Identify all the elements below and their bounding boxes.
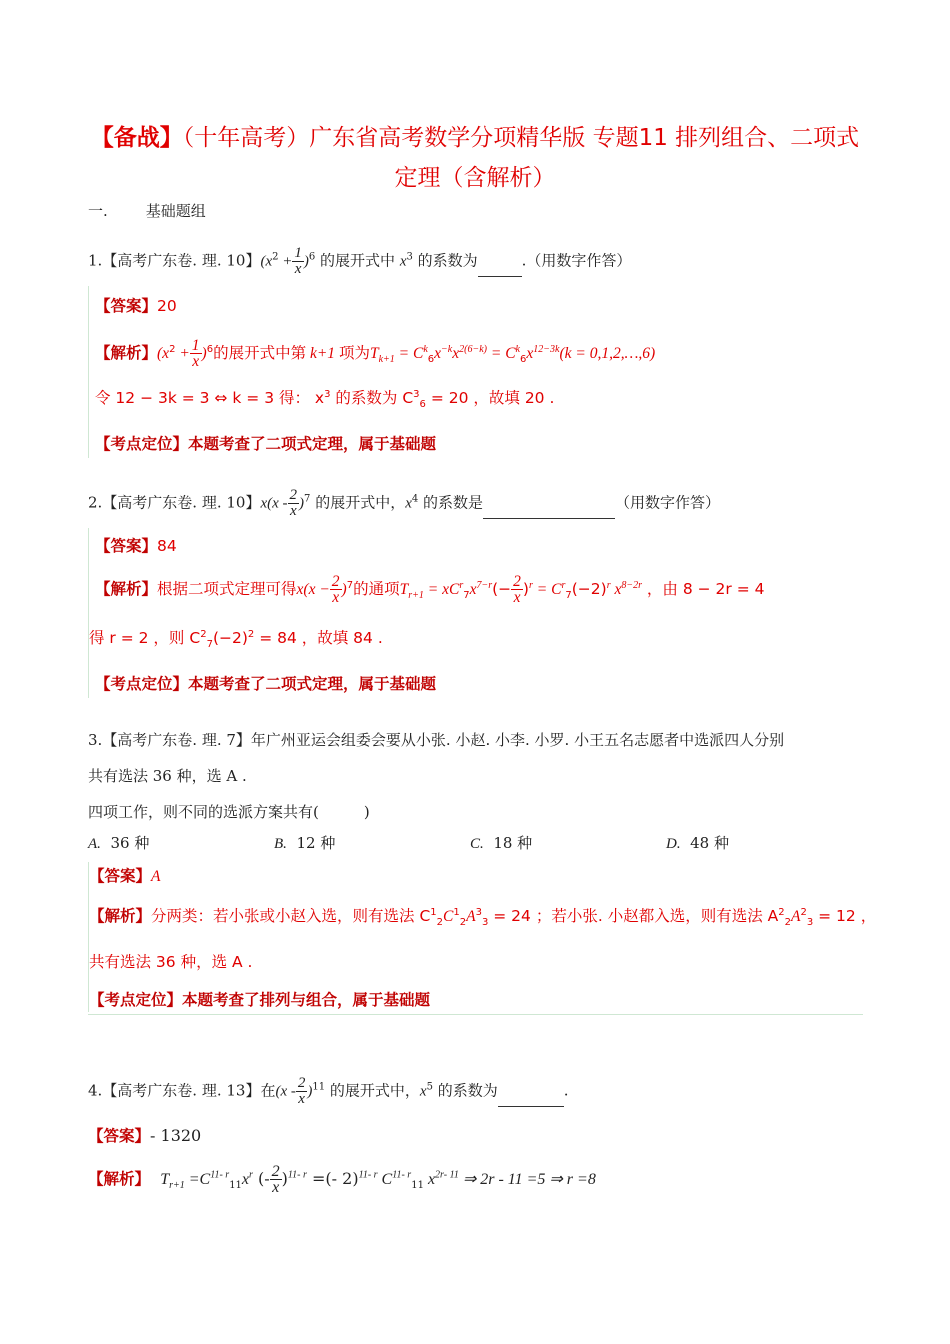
q1-x: x (399, 253, 407, 270)
q2-prefix: 2.【高考广东卷. 理. 10】 (88, 493, 261, 512)
q2-c-sub: r+1 (408, 590, 424, 602)
q2-h: = C (532, 581, 562, 598)
q2-l2-c: = 84 ，故填 84 . (254, 629, 383, 647)
document-title (70, 118, 880, 198)
answer-tag: 【答案】 (88, 1127, 151, 1145)
q2-j: x (610, 581, 622, 598)
section-number: 一. (88, 202, 108, 220)
q3-answer-block (88, 862, 877, 1012)
option-text: 12 种 (296, 834, 336, 852)
q1-frac-num: 1 (294, 245, 302, 261)
q4-frac-num: 2 (297, 1075, 306, 1091)
q1-close: ) (303, 253, 309, 270)
q3-b1-sub: 2 (784, 917, 791, 929)
q4-mid: 的展开式中， (325, 1081, 420, 1100)
q1-eq1-x2: x (452, 345, 460, 362)
q1-l2-c-sub: 6 (419, 399, 426, 411)
q2-h-sub: 7 (565, 590, 572, 602)
answer-tag: 【答案】 (89, 867, 152, 885)
q1-exp: 2 (272, 251, 279, 263)
q2-answer-line (95, 534, 177, 556)
q2-i: (−2) (571, 580, 607, 598)
point-tag: 【考点定位】 (95, 435, 189, 453)
point-tag: 【考点定位】 (89, 991, 183, 1009)
q2-e: x (469, 581, 477, 598)
q3-option-c[interactable] (470, 832, 532, 853)
q3-b: = 24 ；若小张. 小赵都入选，则有选法 A (488, 907, 779, 925)
q2-analysis-line1: 【解析】根据二项式定理可得x(x − $\frac{2}{x}$ )$^7$的通项$T_{r+1} = xC^r_7x^{7-r}(-$ $\frac{2}{x}$ )$^r = C^r_7(-2)^r$ $x^{8-2r}$ ，由 8 − 2r = 4 (95, 573, 765, 606)
q3-a2: C (443, 908, 454, 925)
q3-a1-sup: 1 (430, 906, 437, 918)
divider (88, 1014, 863, 1015)
q4-h: ⇒ 2r - 11 =5 ⇒ r =8 (458, 1171, 596, 1188)
q1-analysis-a: 的展开式中第 (213, 344, 307, 362)
q4-fraction (296, 1076, 308, 1107)
q2-k: ，由 8 − 2r = 4 (642, 580, 765, 598)
option-text: 36 种 (110, 834, 150, 852)
q3-answer-line (89, 864, 160, 886)
q3-b2-sup: 2 (800, 906, 807, 918)
q3-b2-sub: 3 (806, 917, 814, 929)
q4-b: x (241, 1171, 250, 1188)
option-letter: B. (274, 836, 287, 852)
q3-line2-text: 共有选法 36 种，选 A . (89, 953, 253, 971)
q4-t-sub: r+1 (169, 1180, 185, 1192)
q2-l2-b-sup: 2 (247, 628, 255, 640)
point-tag: 【考点定位】 (95, 675, 189, 693)
question-3 (88, 722, 784, 830)
q2-frac-den: x (289, 503, 297, 519)
analysis-tag: 【解析】 (89, 907, 152, 925)
q1-mid: 的展开式中 (315, 251, 400, 270)
q1-l2-c: = 20 ，故填 20 . (425, 389, 555, 407)
q1-answer-line (95, 294, 177, 316)
q3-line2: 共有选法 36 种，选 A . (88, 767, 247, 785)
q2-b: 的通项 (353, 580, 400, 598)
q4-g: x (423, 1171, 436, 1188)
q2-i-sup: r (606, 579, 611, 591)
q4-a: =C (184, 1171, 211, 1188)
title-lead: 【备战】 (90, 125, 183, 151)
q2-d-sup: r (459, 579, 464, 591)
q1-eq1: = C (394, 345, 424, 362)
q1-l2-c-sup: 3 (413, 388, 420, 400)
q3-option-a[interactable] (88, 832, 149, 853)
q1-l2-sup: 3 (324, 388, 331, 400)
q4-a-sup: 11- r (210, 1169, 230, 1181)
q1-point-line (95, 432, 436, 454)
option-letter: C. (470, 836, 484, 852)
q3-answer: A (151, 868, 161, 885)
title-line1: （十年高考）广东省高考数学分项精华版 专题11 排列组合、二项式 (182, 125, 860, 151)
q1-tk: T (369, 345, 379, 362)
q1-frac-den: x (294, 261, 302, 277)
q1-eq2-sup: k (515, 343, 520, 355)
q2-point: 本题考查了二项式定理，属于基础题 (188, 675, 437, 693)
q1-expr: (x (260, 253, 273, 270)
q2-l2-a: 得 r = 2 ，则 C (89, 629, 201, 647)
q1-fraction (292, 246, 304, 277)
q1-analysis-k1: k+1 (306, 345, 339, 362)
q2-l2-sup: 2 (200, 628, 207, 640)
q1-after: .（用数字作答） (521, 251, 632, 270)
q2-close: ) (299, 495, 305, 512)
q1-l2-b: 的系数为 C (330, 389, 414, 407)
q2-d-sub: 7 (463, 590, 470, 602)
q4-e-sup: 11- r (358, 1169, 378, 1181)
question-2 (88, 488, 720, 519)
q3-line1: 3.【高考广东卷. 理. 7】年广州亚运会组委会要从小张. 小赵. 小李. 小罗. 小王五名志愿者中选派四人分别 (88, 731, 785, 749)
q2-f: (− (492, 580, 512, 598)
q4-answer-blank[interactable] (498, 1106, 564, 1107)
q4-f-sup: 11- r (392, 1169, 412, 1181)
section-heading (88, 200, 206, 221)
analysis-tag: 【解析】 (88, 1170, 151, 1188)
q4-t: T (160, 1171, 170, 1188)
q3-b2: A (790, 908, 801, 925)
question-4 (88, 1076, 569, 1107)
q2-j-sup: 8−2r (621, 579, 642, 591)
q3-option-d[interactable] (666, 832, 729, 853)
q1-prefix: 1.【高考广东卷. 理. 10】 (88, 251, 261, 270)
q3-option-b[interactable] (274, 832, 335, 853)
q2-mid: 的展开式中， (310, 493, 406, 512)
q3-a1-sub: 2 (436, 917, 444, 929)
q2-l2-sub: 7 (206, 639, 213, 651)
q1-answer-blank[interactable] (478, 276, 522, 277)
q4-pow: 11 (312, 1081, 326, 1093)
answer-tag: 【答案】 (95, 537, 158, 555)
q1-eq1-x-sup: −k (441, 343, 453, 355)
q2-h-sup: r (561, 579, 566, 591)
q1-xpow: 3 (406, 251, 413, 263)
q4-f: C (377, 1171, 393, 1188)
q4-c: (- (252, 1169, 270, 1188)
q2-g: ) (522, 580, 529, 598)
q2-c: T (399, 581, 409, 598)
q3-c: = 12 ， (813, 907, 877, 925)
q4-answer: - 1320 (150, 1126, 202, 1145)
q3-a3: A (466, 908, 476, 925)
title-line2: 定理（含解析） (394, 165, 556, 191)
option-letter: D. (666, 836, 681, 852)
q2-d: = xC (423, 581, 460, 598)
q1-eq1-x: x (434, 345, 442, 362)
analysis-tag: 【解析】 (95, 344, 158, 362)
q2-l2-b: (−2) (212, 629, 248, 647)
q4-g-sup: 2r- 11 (435, 1169, 459, 1181)
q4-xpow: 5 (426, 1081, 433, 1093)
q4-x: x (419, 1083, 427, 1100)
q2-pow: 7 (304, 493, 311, 505)
q2-e-sup: 7−r (476, 579, 493, 591)
q1-point: 本题考查了二项式定理，属于基础题 (188, 435, 437, 453)
q2-answer-blank[interactable] (483, 518, 615, 519)
q1-eq1-sub: 6 (427, 354, 435, 366)
q1-tail: 的系数为 (412, 251, 478, 270)
option-text: 48 种 (690, 834, 729, 852)
q4-d-sup: 11- r (287, 1169, 307, 1181)
q4-prefix: 4.【高考广东卷. 理. 13】在 (88, 1081, 276, 1100)
q1-eq2-tail: (k = 0,1,2,…,6) (559, 345, 656, 362)
q3-a: 分两类：若小张或小赵入选，则有选法 C (151, 907, 431, 925)
q3-point-line (89, 988, 430, 1010)
q2-frac-num: 2 (289, 487, 298, 503)
q1-analysis-line1: 【解析】($x^2$ + $\frac{1}{x}$ )$^6$的展开式中第 k+1 项为$T_{k+1} = C^k_6x^{-k}x^{2(6-k)} = C^k_6x^{12-3k}(k$ = 0,1,2,…,6) (95, 337, 656, 370)
q2-fraction (288, 488, 300, 519)
q1-answer-block (88, 286, 656, 458)
analysis-tag: 【解析】 (95, 580, 158, 598)
q4-expr: (x - (275, 1083, 296, 1100)
q4-after: . (563, 1081, 569, 1100)
q2-xpow: 4 (411, 493, 419, 505)
q2-g-sup: r (528, 579, 533, 591)
question-1 (88, 246, 631, 277)
q1-eq2-sub: 6 (520, 354, 527, 366)
section-name: 基础题组 (145, 202, 206, 220)
q1-eq1-x2-sup: 2(6−k) (459, 343, 487, 355)
q3-line3: 四项工作，则不同的选派方案共有( ) (88, 803, 370, 821)
q4-answer-line (88, 1124, 201, 1146)
q3-a2-sub: 2 (459, 917, 467, 929)
option-letter: A. (88, 836, 101, 852)
q1-answer: 20 (157, 297, 177, 315)
q1-eq2: = C (486, 345, 516, 362)
q2-analysis-line2 (89, 626, 383, 650)
q2-after: （用数字作答） (615, 493, 721, 512)
q3-a3-sub: 3 (481, 917, 489, 929)
q3-analysis-line2 (89, 950, 252, 972)
q2-x: x (405, 495, 412, 512)
answer-tag: 【答案】 (95, 297, 158, 315)
q2-expr: x(x - (260, 495, 288, 512)
q2-point-line (95, 672, 436, 694)
q1-eq2-x: x (526, 345, 534, 362)
q3-b1-sup: 2 (778, 906, 785, 918)
q4-d: ) (281, 1169, 288, 1188)
q3-point: 本题考查了排列与组合，属于基础题 (182, 991, 431, 1009)
q1-l2-a: 令 12 − 3k = 3 ⇔ k = 3 得： x (95, 389, 325, 407)
q1-analysis-b: 项为 (338, 344, 370, 362)
option-text: 18 种 (493, 834, 533, 852)
q2-answer-block (88, 528, 765, 698)
q3-analysis-line1 (89, 904, 876, 928)
q4-analysis-line: 【解析】 $T_{r+1} =C^{11- r}_{11}x^r$ (- $\frac{2}{x}$ )$^{11- r}$ =(- 2)$^{11- r}$ $C^{11- r}_{11}$ $x^{2r- 11}$ ⇒ 2r - 11 =5 ⇒ r =8 (88, 1163, 596, 1196)
q4-frac-den: x (298, 1091, 305, 1107)
q1-tk-sub: k+1 (378, 354, 395, 366)
q2-answer: 84 (157, 537, 177, 555)
q2-a: 根据二项式定理可得 (157, 580, 297, 598)
q1-plus: + (278, 253, 293, 270)
q4-f-sub: 11 (411, 1180, 424, 1192)
q2-tail: 的系数是 (418, 493, 484, 512)
q4-a-sub: 11 (229, 1180, 242, 1192)
q1-pow: 6 (308, 251, 316, 263)
q4-b-sup: r (249, 1169, 253, 1181)
q3-a2-sup: 1 (453, 906, 460, 918)
q1-eq1-sup: k (423, 343, 428, 355)
q4-tail: 的系数为 (432, 1081, 498, 1100)
q1-eq2-x-sup: 12−3k (533, 343, 560, 355)
q4-close: ) (307, 1083, 313, 1100)
q3-a3-sup: 3 (475, 906, 482, 918)
q4-e: =(- 2) (306, 1169, 359, 1188)
q1-analysis-line2 (95, 386, 554, 410)
